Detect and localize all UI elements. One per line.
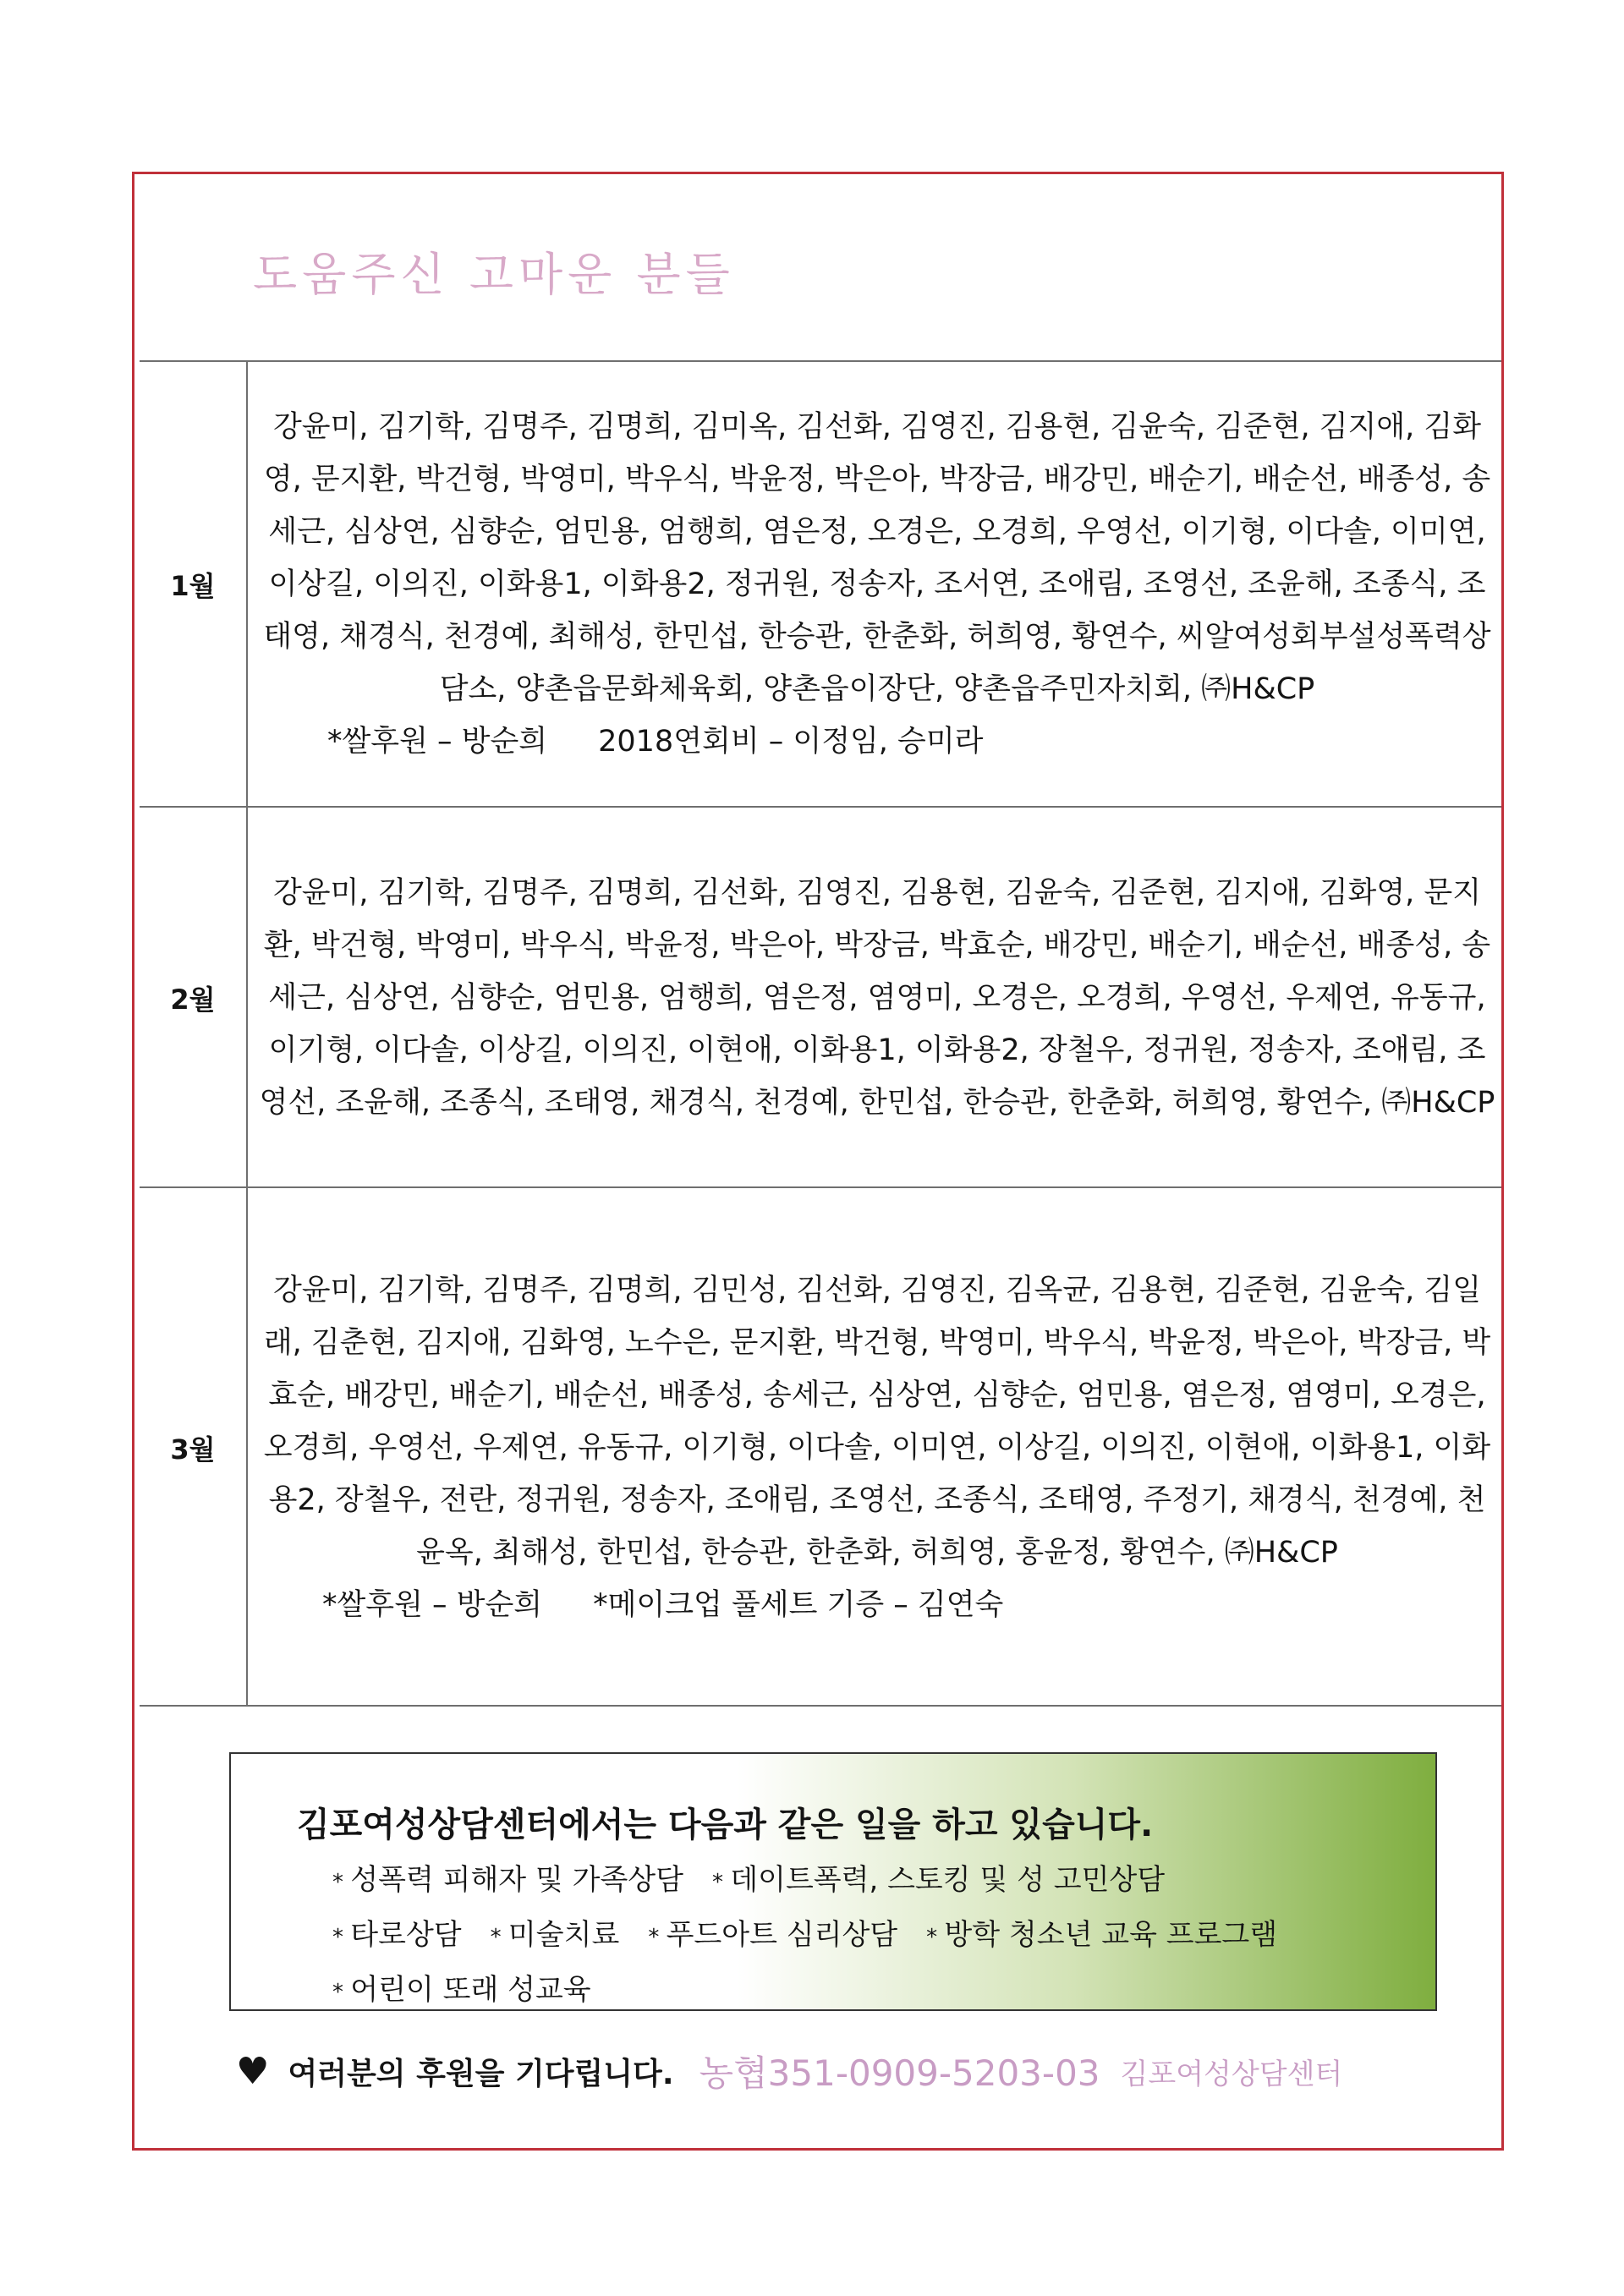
service-item: * 푸드아트 심리상담 (648, 1918, 897, 1952)
month-row-march (140, 1186, 1501, 1707)
month-label: 3월 (140, 1188, 248, 1707)
services-line (332, 1909, 1306, 1964)
services-line (332, 1854, 1306, 1909)
makeup-donation-note: *메이크업 풀세트 기증 – 김연숙 (593, 1587, 1004, 1622)
service-item: * 방학 청소년 교육 프로그램 (926, 1918, 1277, 1952)
center-name: 김포여성상담센터 (1120, 2057, 1343, 2091)
support-footer (236, 2046, 1342, 2096)
bank-account: 농협351-0909-5203-03 (699, 2052, 1100, 2094)
services-list (332, 1854, 1306, 2019)
month-label: 2월 (140, 808, 248, 1188)
donor-names: 강윤미, 김기학, 김명주, 김명희, 김민성, 김선화, 김영진, 김옥균, 김용현, 김준현, 김윤숙, 김일래, 김춘현, 김지애, 김화영, 노수은, 문지환, 박건형, 박영미, 박우식, 박윤정, 박은아, 박장금, 박효순, 배강민, 배순기, 배순선, 배종성, 송세근, 심상연, 심향순, 엄민용, 염은정, 염영미, 오경은, 오경희, 우영선, 우제연, 유동규, 이기형, 이다솔, 이미연, 이상길, 이의진, 이현애, 이화용1, 이화용2, 장철우, 전란, 정귀원, 정송자, 조애림, 조영선, 조종식, 조태영, 주정기, 채경식, 천경예, 천윤옥, 최해성, 한민섭, 한승관, 한춘화, 허희영, 홍윤정, 황연수, ㈜H&CP (263, 1273, 1491, 1570)
services-heading: 김포여성상담센터에서는 다음과 같은 일을 하고 있습니다. (297, 1806, 1154, 1844)
donor-names: 강윤미, 김기학, 김명주, 김명희, 김미옥, 김선화, 김영진, 김용현, 김윤숙, 김준현, 김지애, 김화영, 문지환, 박건형, 박영미, 박우식, 박윤정, 박은아, 박장금, 배강민, 배순기, 배순선, 배종성, 송세근, 심상연, 심향순, 엄민용, 엄행희, 염은정, 오경은, 오경희, 우영선, 이기형, 이다솔, 이미연, 이상길, 이의진, 이화용1, 이화용2, 정귀원, 정송자, 조서연, 조애림, 조영선, 조윤해, 조종식, 조태영, 채경식, 천경예, 최해성, 한민섭, 한승관, 한춘화, 허희영, 황연수, 씨알여성회부설성폭력상담소, 양촌읍문화체육회, 양촌읍이장단, 양촌읍주민자치회, ㈜H&CP (263, 409, 1491, 706)
special-notes (258, 715, 1496, 768)
rice-donation-note: *쌀후원 – 방순희 (327, 724, 548, 759)
membership-fee-note: 2018연회비 – 이정임, 승미라 (598, 724, 984, 759)
donor-names-cell (258, 808, 1496, 1188)
month-row-february (140, 806, 1501, 1188)
service-item: * 데이트폭력, 스토킹 및 성 고민상담 (712, 1863, 1165, 1897)
page-frame (132, 172, 1504, 2151)
services-info-box (229, 1752, 1437, 2011)
donor-names-cell (258, 1188, 1496, 1707)
page-title: 도움주신 고마운 분들 (253, 248, 735, 301)
month-label: 1월 (140, 362, 248, 806)
month-row-january (140, 362, 1501, 806)
service-item: * 어린이 또래 성교육 (332, 1973, 591, 2007)
donor-names-cell (258, 362, 1496, 806)
service-item: * 성폭력 피해자 및 가족상담 (332, 1863, 683, 1897)
service-item: * 타로상담 (332, 1918, 462, 1952)
rice-donation-note: *쌀후원 – 방순희 (322, 1587, 543, 1622)
heart-icon: ♥ (236, 2049, 270, 2093)
donor-names: 강윤미, 김기학, 김명주, 김명희, 김선화, 김영진, 김용현, 김윤숙, 김준현, 김지애, 김화영, 문지환, 박건형, 박영미, 박우식, 박윤정, 박은아, 박장금, 박효순, 배강민, 배순기, 배순선, 배종성, 송세근, 심상연, 심향순, 엄민용, 엄행희, 염은정, 염영미, 오경은, 오경희, 우영선, 우제연, 유동규, 이기형, 이다솔, 이상길, 이의진, 이현애, 이화용1, 이화용2, 장철우, 정귀원, 정송자, 조애림, 조영선, 조윤해, 조종식, 조태영, 채경식, 천경예, 한민섭, 한승관, 한춘화, 허희영, 황연수, ㈜H&CP (259, 876, 1495, 1120)
donor-table (140, 360, 1501, 1707)
support-message: 여러분의 후원을 기다립니다. (288, 2056, 674, 2091)
service-item: * 미술치료 (491, 1918, 620, 1952)
special-notes (258, 1579, 1496, 1631)
services-line (332, 1964, 1306, 2019)
